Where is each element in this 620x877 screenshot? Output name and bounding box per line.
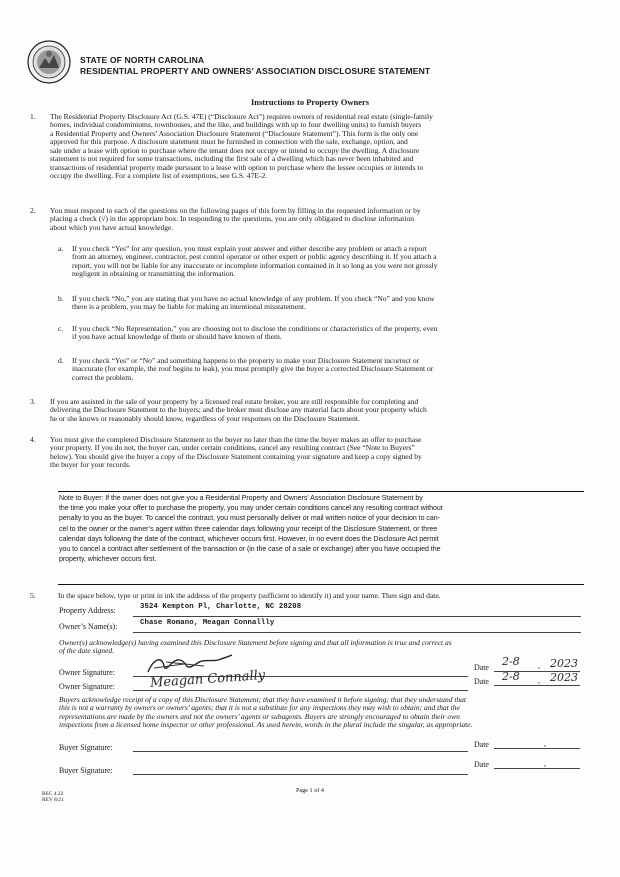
- text-line: penalty to you as the buyer. To cancel the contract, you must personally deliver or mail written notice of your decision to can-: [59, 515, 440, 523]
- text-line: of the date signed.: [59, 646, 114, 656]
- owner-2-date[interactable]: 2-8: [502, 670, 520, 683]
- text-line: this is not a warranty by owners or owners’ agents; that it is not a substitute for any inspections they may wish to obtain; and that the: [59, 703, 460, 713]
- text-line: delivering the Disclosure Statement to the buyers; and the broker must disclose any material facts about your property which: [50, 405, 427, 415]
- text-line: homes, individual condominiums, townhouses, and the like, and buildings with up to four dwelling units) to furnish buyers: [50, 120, 422, 130]
- header-line-2: RESIDENTIAL PROPERTY AND OWNERS’ ASSOCIATION DISCLOSURE STATEMENT: [80, 66, 431, 76]
- text-line: occupy the dwelling. For a complete list of exemptions, see G.S. 47E-2.: [50, 171, 268, 181]
- owner-signature-line: [133, 690, 468, 691]
- page-number: Page 1 of 4: [295, 787, 324, 794]
- item-number: 5.: [30, 591, 36, 600]
- property-address-field[interactable]: 3524 Kempton Pl, Charlotte, NC 28208: [140, 603, 302, 611]
- owner-1-date[interactable]: 2-8: [502, 655, 520, 668]
- item-number: 3.: [30, 397, 36, 406]
- date-comma: ,: [538, 661, 540, 670]
- text-line: transactions of residential property made pursuant to a lease with option to purchase where the lessee occupies or intends to: [50, 162, 424, 172]
- text-line: If you check “Yes” or “No” and something happens to the property to make your Disclosure Statement incorrect or: [72, 356, 420, 365]
- text-line: report, you will not be liable for any inaccurate or incomplete information contained in it so long as you were not grossly: [72, 260, 438, 270]
- owner-signature-label: Owner Signature:: [59, 682, 115, 691]
- item-3-text: [50, 398, 578, 423]
- buyer-signature-label: Buyer Signature:: [59, 743, 113, 752]
- property-address-line: [133, 616, 581, 617]
- note-to-buyer-text: [59, 494, 581, 565]
- text-line: from an attorney, engineer, contractor, pest control operator or other expert or public agency describing it. If you attach a: [72, 252, 437, 262]
- text-line: if you have actual knowledge of them or should have known of them.: [72, 332, 282, 342]
- property-address-label: Property Address:: [59, 606, 116, 615]
- item-4-text: [50, 436, 578, 470]
- text-line: sale under a lease with option to purchase where the tenant does not occupy or intend to occupy the dwelling. A disclosure: [50, 145, 420, 155]
- state-seal-icon: [27, 40, 71, 84]
- owner-acknowledgement: [59, 639, 583, 656]
- item-2-text: [50, 207, 578, 232]
- owner-2-date-label: Date: [474, 677, 489, 686]
- text-line: representations are made by the owners and not the owners’ agents or subagents. Buyers are strongly encouraged to obtain their own: [59, 711, 460, 721]
- item-number: 4.: [30, 435, 36, 444]
- item-letter: b.: [58, 294, 64, 303]
- text-line: statement is not required for some transactions, including the first sale of a dwelling which has never been inhabited and: [50, 154, 414, 164]
- text-line: If you check “Yes” for any question, you must explain your answer and either describe any problem or attach a report: [72, 244, 427, 253]
- text-line: the time you make your offer to purchase the property, you may under certain conditions cancel any resulting contract without: [59, 505, 443, 513]
- text-line: inaccurate (for example, the roof begins to leak), you must promptly give the buyer a corrected Disclosure Statement or: [72, 364, 434, 374]
- item-letter: c.: [58, 324, 64, 333]
- text-line: you to cancel a contract after settlement of the transaction or (in the case of a sale or exchange) after you have occupied the: [59, 546, 441, 554]
- buyer-signature-line[interactable]: [133, 774, 468, 775]
- item-d-text: [72, 357, 578, 382]
- text-line: cel to the owner or the owner’s agent within three calendar days following your receipt of the Disclosure Statement, or three: [59, 525, 438, 533]
- header-line-1: STATE OF NORTH CAROLINA: [80, 55, 205, 65]
- form-code: REC 4.22: [42, 791, 64, 797]
- owner-2-signature[interactable]: Meagan Connally: [149, 667, 266, 692]
- text-line: negligent in obtaining or transmitting the information.: [72, 269, 236, 279]
- text-line: You must give the completed Disclosure Statement to the buyer no later than the time the buyer makes an offer to purchase: [50, 435, 422, 444]
- owner-name-field[interactable]: Chase Romano, Meagan Connallly: [140, 619, 275, 627]
- owner-2-year[interactable]: 2023: [550, 671, 578, 684]
- owner-signature-label: Owner Signature:: [59, 668, 115, 677]
- text-line: he or she knows or reasonably should know, regardless of your responses on the Disclosure Statement.: [50, 413, 360, 423]
- text-line: The Residential Property Disclosure Act (G.S. 47E) (“Disclosure Act”) requires owners of residential real estate (single-family: [50, 112, 433, 121]
- text-line: correct the problem.: [72, 372, 133, 382]
- item-letter: a.: [58, 244, 64, 253]
- item-number: 1.: [30, 112, 36, 121]
- buyer-1-date-line[interactable]: [494, 748, 580, 749]
- text-line: Buyers acknowledge receipt of a copy of this Disclosure Statement; that they have examined it before signing; that they understand that: [59, 695, 466, 704]
- text-line: approved for this purpose. A disclosure statement must be furnished in connection with the sale, exchange, option, and: [50, 137, 408, 147]
- date-comma: ,: [544, 739, 546, 748]
- buyer-acknowledgement: [59, 696, 583, 730]
- text-line: calendar days following the date of the contract, whichever occurs first. However, in no event does the Disclosure Act permit: [59, 535, 439, 543]
- owner-1-date-label: Date: [474, 663, 489, 672]
- buyer-1-date-label: Date: [474, 740, 489, 749]
- text-line: property, whichever occurs first.: [59, 556, 157, 564]
- text-line: about which you have actual knowledge.: [50, 222, 174, 232]
- text-line: inspections from a licensed home inspector or other professional. As used herein, words in the plural include the singular, as appropriate.: [59, 720, 473, 730]
- item-c-text: [72, 325, 578, 342]
- revision-date: REV 8/21: [42, 797, 64, 804]
- text-line: Owner(s) acknowledge(s) having examined this Disclosure Statement before signing and that all information is true and correct as: [59, 638, 452, 647]
- text-line: If you check “No Representation,” you are choosing not to disclose the conditions or characteristics of the property, even: [72, 324, 438, 333]
- text-line: below). You should give the buyer a copy of the Disclosure Statement containing your signature and keep a copy signed by: [50, 451, 422, 461]
- item-number: 2.: [30, 206, 36, 215]
- text-line: If you are assisted in the sale of your property by a licensed real estate broker, you are still responsible for completing and: [50, 397, 419, 406]
- owner-2-date-line: [494, 685, 580, 686]
- owner-name-line: [133, 632, 581, 633]
- document-header: [80, 55, 430, 77]
- item-1-text: [50, 113, 578, 181]
- buyer-2-date-label: Date: [474, 760, 489, 769]
- owner-name-label: Owner’s Name(s):: [59, 622, 118, 631]
- text-line: Note to Buyer: If the owner does not give you a Residential Property and Owners’ Association Disclosure Statement by: [59, 495, 423, 502]
- item-letter: d.: [58, 356, 64, 365]
- buyer-signature-line[interactable]: [133, 751, 468, 752]
- text-line: You must respond to each of the questions on the following pages of this form by filling in the requested information or by: [50, 206, 421, 215]
- owner-1-year[interactable]: 2023: [550, 657, 578, 670]
- date-comma: ,: [544, 759, 546, 768]
- text-line: If you check “No,” you are stating that you have no actual knowledge of any problem. If you check “No” and you know: [72, 294, 435, 303]
- text-line: the buyer for your records.: [50, 460, 131, 470]
- buyer-signature-label: Buyer Signature:: [59, 766, 113, 775]
- item-b-text: [72, 295, 578, 312]
- item-5-intro: In the space below, type or print in ink the address of the property (sufficient to identify it) and your name. Then sign and date.: [58, 591, 441, 600]
- text-line: your property. If you do not, the buyer can, under certain conditions, cancel any resulting contract (See “Note to Buyers”: [50, 443, 415, 453]
- buyer-2-date-line[interactable]: [494, 768, 580, 769]
- item-a-text: [72, 245, 578, 279]
- text-line: placing a check (√) in the appropriate box. In responding to the questions, you are only obligated to disclose information: [50, 214, 414, 224]
- text-line: there is a problem, you may be liable for making an intentional misstatement.: [72, 302, 306, 312]
- date-comma: ,: [538, 676, 540, 685]
- page-title: Instructions to Property Owners: [250, 97, 370, 107]
- text-line: a Residential Property and Owners’ Association Disclosure Statement (“Disclosure Statement”). This form is the only one: [50, 128, 419, 138]
